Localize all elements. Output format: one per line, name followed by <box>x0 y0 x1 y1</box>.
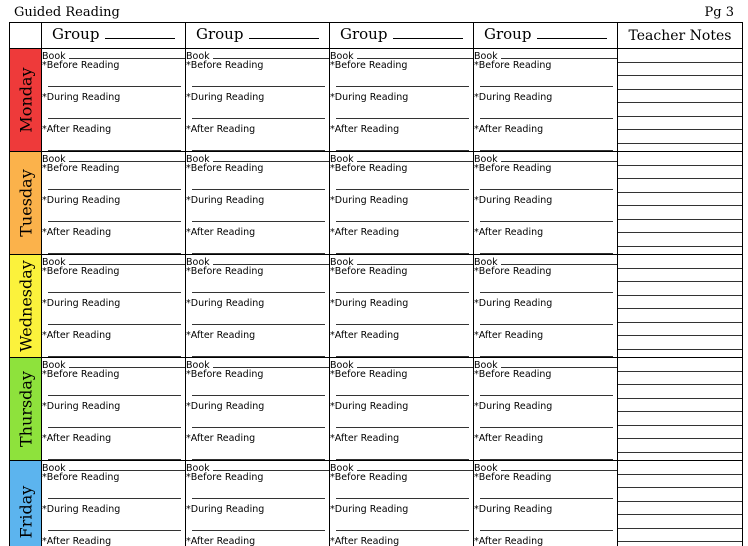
book-label: Book <box>42 359 66 371</box>
book-line <box>213 264 329 265</box>
book-line <box>501 161 617 162</box>
after-reading-label: *After Reading <box>42 330 112 341</box>
notes-line <box>618 309 742 323</box>
group-header-3 <box>330 23 474 49</box>
book-label: Book <box>42 462 66 474</box>
during-reading-line <box>192 208 325 222</box>
before-reading-line <box>48 382 181 396</box>
before-reading-line <box>336 73 469 87</box>
during-reading-line <box>480 517 613 531</box>
notes-line <box>618 502 742 516</box>
notes-line <box>618 179 742 193</box>
group-slot <box>42 152 186 255</box>
during-reading-label: *During Reading <box>186 298 265 309</box>
day-cell <box>10 152 42 255</box>
during-reading-line <box>480 414 613 428</box>
day-cell <box>10 255 42 358</box>
book-label: Book <box>330 256 354 268</box>
before-reading-label: *Before Reading <box>330 266 408 277</box>
book-label: Book <box>474 462 498 474</box>
day-row-tuesday <box>10 152 743 255</box>
day-row-wednesday <box>10 255 743 358</box>
during-reading-label: *During Reading <box>186 401 265 412</box>
during-reading-line <box>480 105 613 119</box>
during-reading-label: *During Reading <box>42 401 121 412</box>
book-label: Book <box>186 256 210 268</box>
before-reading-line <box>480 485 613 499</box>
book-label: Book <box>186 153 210 165</box>
book-label: Book <box>186 462 210 474</box>
group-name-line <box>537 38 607 39</box>
book-line <box>357 161 473 162</box>
before-reading-line <box>48 485 181 499</box>
before-reading-label: *Before Reading <box>330 60 408 71</box>
notes-line <box>618 515 742 529</box>
during-reading-label: *During Reading <box>330 298 409 309</box>
after-reading-line <box>336 446 469 460</box>
day-label: Wednesday <box>16 260 35 352</box>
during-reading-line <box>48 105 181 119</box>
group-slot <box>186 152 330 255</box>
group-slot <box>42 49 186 152</box>
during-reading-label: *During Reading <box>474 401 553 412</box>
notes-line <box>618 439 742 453</box>
during-reading-line <box>192 105 325 119</box>
notes-line <box>618 103 742 117</box>
after-reading-line <box>480 446 613 460</box>
group-slot <box>474 358 618 461</box>
during-reading-label: *During Reading <box>186 92 265 103</box>
book-label: Book <box>330 359 354 371</box>
during-reading-label: *During Reading <box>330 504 409 515</box>
after-reading-label: *After Reading <box>42 433 112 444</box>
group-slot <box>474 461 618 546</box>
during-reading-label: *During Reading <box>42 92 121 103</box>
notes-line <box>618 76 742 90</box>
during-reading-label: *During Reading <box>330 195 409 206</box>
teacher-notes-cell <box>618 461 743 546</box>
before-reading-label: *Before Reading <box>42 369 120 380</box>
after-reading-label: *After Reading <box>474 433 544 444</box>
teacher-notes-header <box>618 23 743 49</box>
book-line <box>213 58 329 59</box>
book-line <box>357 367 473 368</box>
book-line <box>69 161 185 162</box>
notes-line <box>618 336 742 350</box>
after-reading-label: *After Reading <box>474 536 544 546</box>
before-reading-label: *Before Reading <box>186 472 264 483</box>
day-label: Monday <box>16 67 35 133</box>
notes-line <box>618 529 742 543</box>
after-reading-line <box>48 343 181 357</box>
during-reading-label: *During Reading <box>42 298 121 309</box>
notes-line <box>618 412 742 426</box>
notes-line <box>618 90 742 104</box>
before-reading-line <box>480 382 613 396</box>
book-label: Book <box>474 256 498 268</box>
after-reading-label: *After Reading <box>330 433 400 444</box>
book-line <box>213 470 329 471</box>
after-reading-line <box>480 137 613 151</box>
after-reading-label: *After Reading <box>474 330 544 341</box>
group-slot <box>186 255 330 358</box>
during-reading-label: *During Reading <box>186 504 265 515</box>
group-slot <box>186 461 330 546</box>
book-line <box>501 58 617 59</box>
before-reading-label: *Before Reading <box>330 472 408 483</box>
after-reading-label: *After Reading <box>42 124 112 135</box>
before-reading-label: *Before Reading <box>474 266 552 277</box>
after-reading-line <box>48 137 181 151</box>
after-reading-line <box>336 137 469 151</box>
group-name-line <box>249 38 319 39</box>
book-label: Book <box>186 359 210 371</box>
group-header-label: Group <box>340 24 388 43</box>
day-row-friday <box>10 461 743 546</box>
after-reading-label: *After Reading <box>474 124 544 135</box>
day-row-monday <box>10 49 743 152</box>
during-reading-line <box>336 311 469 325</box>
notes-line <box>618 152 742 166</box>
during-reading-line <box>480 311 613 325</box>
after-reading-label: *After Reading <box>42 227 112 238</box>
before-reading-line <box>192 485 325 499</box>
teacher-notes-label: Teacher Notes <box>628 27 732 44</box>
guided-reading-table <box>9 22 743 546</box>
after-reading-line <box>192 446 325 460</box>
notes-line <box>618 49 742 63</box>
after-reading-label: *After Reading <box>474 227 544 238</box>
before-reading-label: *Before Reading <box>42 472 120 483</box>
before-reading-label: *Before Reading <box>42 266 120 277</box>
before-reading-line <box>192 176 325 190</box>
group-slot <box>330 358 474 461</box>
before-reading-line <box>192 73 325 87</box>
during-reading-line <box>48 208 181 222</box>
book-line <box>213 367 329 368</box>
notes-line <box>618 233 742 247</box>
notes-line <box>618 399 742 413</box>
notes-line <box>618 296 742 310</box>
notes-line <box>618 385 742 399</box>
before-reading-label: *Before Reading <box>474 60 552 71</box>
before-reading-label: *Before Reading <box>474 472 552 483</box>
book-line <box>501 470 617 471</box>
before-reading-label: *Before Reading <box>330 369 408 380</box>
notes-line <box>618 488 742 502</box>
during-reading-line <box>192 517 325 531</box>
notes-line <box>618 220 742 234</box>
after-reading-line <box>192 137 325 151</box>
after-reading-line <box>480 343 613 357</box>
before-reading-line <box>336 176 469 190</box>
during-reading-label: *During Reading <box>474 92 553 103</box>
group-slot <box>330 255 474 358</box>
page-number: Pg 3 <box>704 5 734 20</box>
book-line <box>69 264 185 265</box>
group-header-label: Group <box>484 24 532 43</box>
notes-line <box>618 358 742 372</box>
during-reading-label: *During Reading <box>474 504 553 515</box>
after-reading-line <box>480 240 613 254</box>
group-slot <box>474 255 618 358</box>
after-reading-label: *After Reading <box>186 536 256 546</box>
day-cell <box>10 461 42 546</box>
before-reading-line <box>336 279 469 293</box>
book-line <box>69 58 185 59</box>
before-reading-line <box>480 176 613 190</box>
before-reading-line <box>48 73 181 87</box>
group-name-line <box>393 38 463 39</box>
before-reading-label: *Before Reading <box>474 163 552 174</box>
group-slot <box>186 49 330 152</box>
corner-cell <box>10 23 42 49</box>
notes-line <box>618 323 742 337</box>
book-label: Book <box>330 153 354 165</box>
notes-line <box>618 426 742 440</box>
during-reading-label: *During Reading <box>474 298 553 309</box>
before-reading-line <box>192 382 325 396</box>
notes-line <box>618 475 742 489</box>
teacher-notes-cell <box>618 255 743 358</box>
group-header-2 <box>186 23 330 49</box>
group-slot <box>186 358 330 461</box>
during-reading-line <box>336 414 469 428</box>
after-reading-label: *After Reading <box>42 536 112 546</box>
before-reading-label: *Before Reading <box>42 60 120 71</box>
after-reading-line <box>48 446 181 460</box>
before-reading-line <box>480 73 613 87</box>
book-line <box>357 58 473 59</box>
before-reading-label: *Before Reading <box>186 369 264 380</box>
during-reading-label: *During Reading <box>474 195 553 206</box>
book-label: Book <box>330 462 354 474</box>
after-reading-line <box>192 240 325 254</box>
day-label: Tuesday <box>16 169 35 237</box>
after-reading-label: *After Reading <box>330 330 400 341</box>
group-name-line <box>105 38 175 39</box>
book-label: Book <box>474 153 498 165</box>
book-label: Book <box>42 256 66 268</box>
notes-line <box>618 206 742 220</box>
notes-line <box>618 372 742 386</box>
before-reading-label: *Before Reading <box>186 163 264 174</box>
during-reading-line <box>480 208 613 222</box>
book-line <box>69 367 185 368</box>
before-reading-label: *Before Reading <box>186 60 264 71</box>
during-reading-line <box>192 311 325 325</box>
before-reading-line <box>48 279 181 293</box>
book-line <box>213 161 329 162</box>
before-reading-line <box>48 176 181 190</box>
group-slot <box>474 49 618 152</box>
before-reading-label: *Before Reading <box>186 266 264 277</box>
after-reading-line <box>48 240 181 254</box>
notes-line <box>618 130 742 144</box>
during-reading-label: *During Reading <box>186 195 265 206</box>
during-reading-line <box>192 414 325 428</box>
group-slot <box>42 255 186 358</box>
group-slot <box>474 152 618 255</box>
day-cell <box>10 49 42 152</box>
book-label: Book <box>42 153 66 165</box>
after-reading-label: *After Reading <box>186 330 256 341</box>
day-cell <box>10 358 42 461</box>
after-reading-label: *After Reading <box>186 124 256 135</box>
before-reading-line <box>336 382 469 396</box>
header-row <box>10 23 743 49</box>
teacher-notes-cell <box>618 358 743 461</box>
group-slot <box>330 49 474 152</box>
day-row-thursday <box>10 358 743 461</box>
book-line <box>501 264 617 265</box>
day-label: Friday <box>16 485 35 539</box>
before-reading-line <box>336 485 469 499</box>
after-reading-label: *After Reading <box>186 227 256 238</box>
before-reading-line <box>192 279 325 293</box>
group-header-1 <box>42 23 186 49</box>
teacher-notes-cell <box>618 152 743 255</box>
during-reading-label: *During Reading <box>330 401 409 412</box>
during-reading-label: *During Reading <box>42 504 121 515</box>
group-slot <box>330 461 474 546</box>
during-reading-line <box>336 105 469 119</box>
during-reading-line <box>48 414 181 428</box>
during-reading-line <box>336 208 469 222</box>
book-line <box>357 470 473 471</box>
page-title: Guided Reading <box>14 5 120 20</box>
during-reading-label: *During Reading <box>330 92 409 103</box>
after-reading-label: *After Reading <box>330 536 400 546</box>
notes-line <box>618 255 742 269</box>
during-reading-line <box>48 311 181 325</box>
during-reading-label: *During Reading <box>42 195 121 206</box>
during-reading-line <box>48 517 181 531</box>
group-header-label: Group <box>52 24 100 43</box>
before-reading-label: *Before Reading <box>474 369 552 380</box>
book-label: Book <box>474 50 498 62</box>
group-header-label: Group <box>196 24 244 43</box>
notes-line <box>618 542 742 546</box>
after-reading-line <box>336 240 469 254</box>
book-line <box>357 264 473 265</box>
after-reading-label: *After Reading <box>330 227 400 238</box>
notes-line <box>618 117 742 131</box>
before-reading-line <box>480 279 613 293</box>
book-label: Book <box>186 50 210 62</box>
book-label: Book <box>330 50 354 62</box>
after-reading-label: *After Reading <box>330 124 400 135</box>
group-slot <box>330 152 474 255</box>
after-reading-label: *After Reading <box>186 433 256 444</box>
notes-line <box>618 282 742 296</box>
after-reading-line <box>192 343 325 357</box>
notes-line <box>618 193 742 207</box>
group-slot <box>42 358 186 461</box>
notes-line <box>618 166 742 180</box>
book-label: Book <box>474 359 498 371</box>
notes-line <box>618 461 742 475</box>
notes-line <box>618 63 742 77</box>
group-slot <box>42 461 186 546</box>
before-reading-label: *Before Reading <box>42 163 120 174</box>
after-reading-line <box>336 343 469 357</box>
notes-line <box>618 269 742 283</box>
group-header-4 <box>474 23 618 49</box>
before-reading-label: *Before Reading <box>330 163 408 174</box>
day-label: Thursday <box>16 371 35 447</box>
book-line <box>69 470 185 471</box>
teacher-notes-cell <box>618 49 743 152</box>
book-label: Book <box>42 50 66 62</box>
during-reading-line <box>336 517 469 531</box>
book-line <box>501 367 617 368</box>
